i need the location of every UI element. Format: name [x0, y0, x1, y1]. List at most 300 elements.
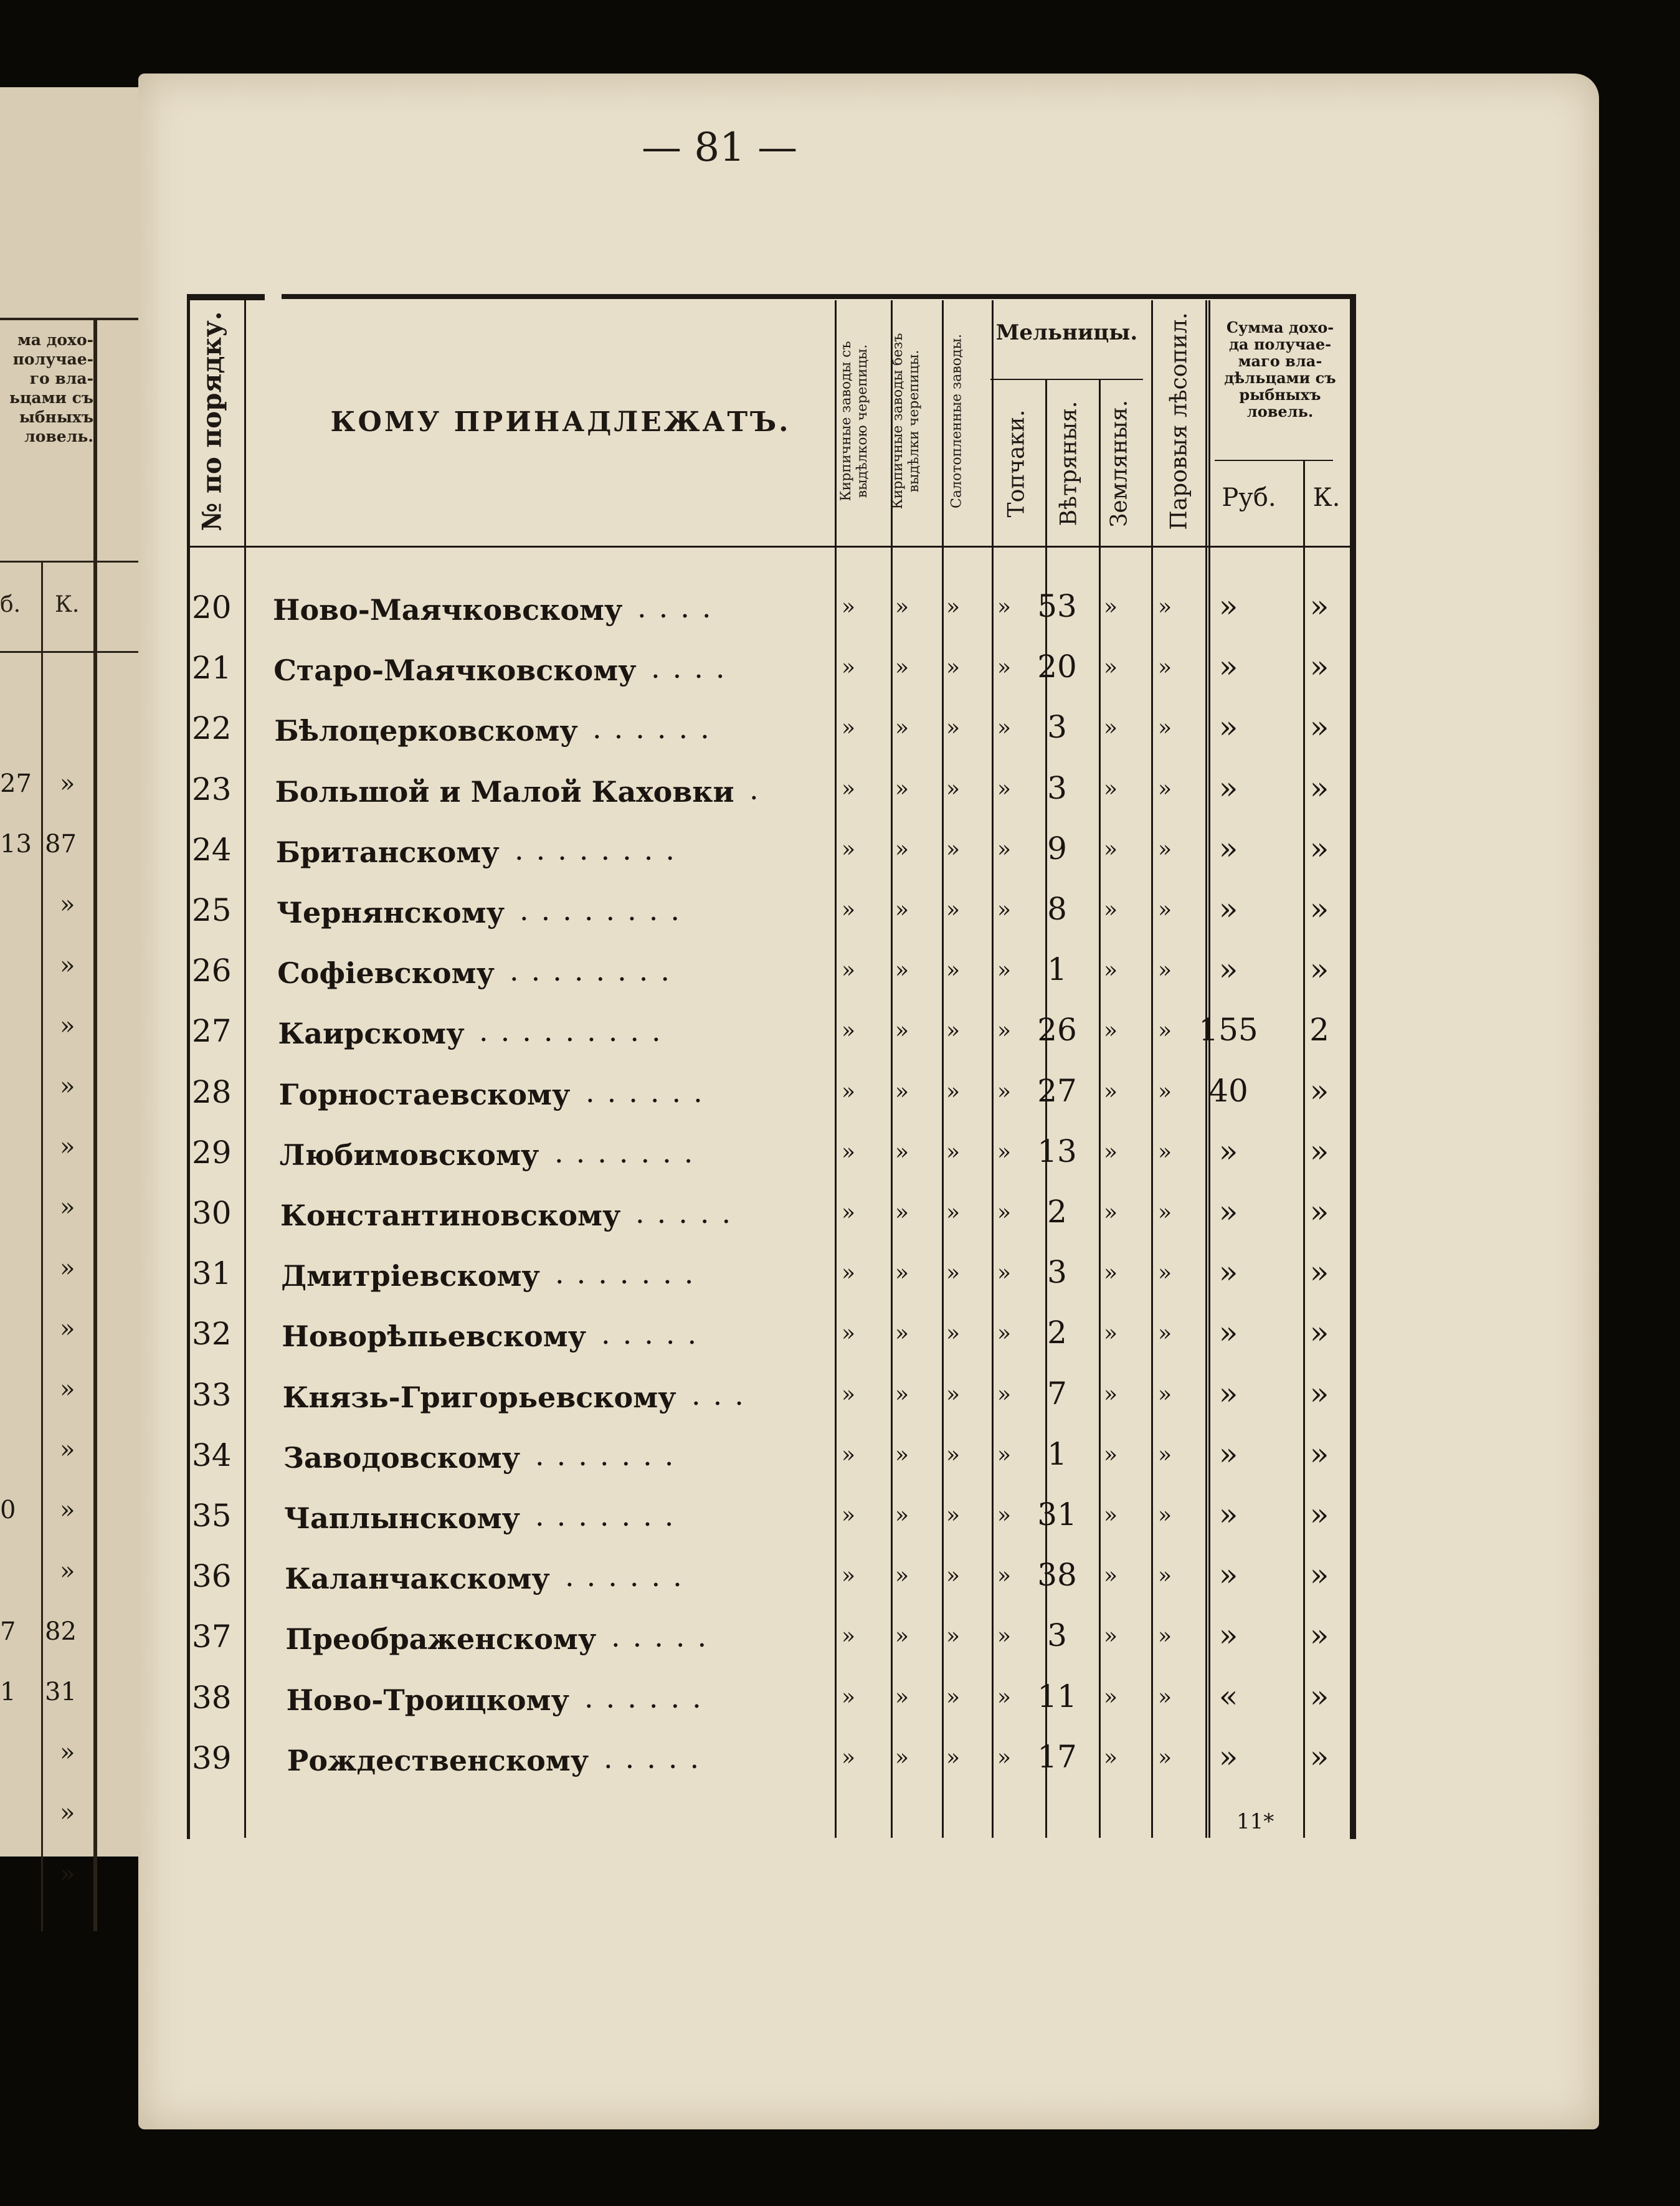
cell-c5: 3 — [1047, 769, 1067, 806]
left-value-kop: » — [60, 1133, 75, 1162]
left-header-line: ьцами съ — [9, 389, 93, 407]
cell-c6: » — [1103, 1018, 1118, 1044]
cell-kop: » — [1309, 1254, 1329, 1291]
cell-c3: » — [946, 958, 961, 984]
column-divider — [992, 300, 994, 1838]
cell-kop: » — [1309, 1496, 1329, 1533]
cell-kop: » — [1309, 1738, 1329, 1775]
cell-rub: » — [1218, 891, 1238, 927]
header-mills-horse: Топчаки. — [1004, 409, 1030, 518]
dot-leader: ...... — [586, 1075, 715, 1109]
cell-c6: » — [1103, 594, 1118, 620]
left-table-border — [93, 318, 97, 1931]
cell-c4: » — [997, 715, 1012, 741]
cell-c3: » — [946, 1442, 961, 1468]
cell-c6: » — [1103, 1321, 1118, 1347]
cell-rub: 155 — [1198, 1012, 1258, 1048]
cell-c6: » — [1103, 1744, 1118, 1771]
cell-c7: » — [1157, 958, 1172, 984]
cell-c6: » — [1103, 1503, 1118, 1528]
cell-c3: » — [946, 1381, 961, 1407]
header-brick-with-tiles: Кирпичные заводы съ выдѣлкою черепицы. — [838, 341, 870, 502]
dot-leader: ..... — [635, 1196, 744, 1230]
cell-c3: » — [946, 776, 961, 802]
cell-c2: » — [895, 1139, 909, 1165]
page-number: — 81 — — [642, 125, 798, 171]
left-value-rub: 0 — [0, 1496, 16, 1525]
cell-c3: » — [946, 1624, 961, 1650]
row-owner-name: Дмитріевскому — [281, 1259, 540, 1293]
cell-rub: » — [1218, 1617, 1238, 1654]
cell-rub: » — [1218, 1315, 1238, 1351]
dot-leader: ..... — [601, 1317, 709, 1351]
left-value-rub: 1 — [0, 1678, 16, 1706]
cell-c2: » — [895, 776, 909, 802]
row-owner-name: Горностаевскому — [278, 1077, 571, 1111]
cell-c3: » — [946, 1018, 961, 1044]
cell-c3: » — [946, 897, 961, 923]
cell-c3: » — [946, 655, 961, 681]
cell-c1: » — [841, 1503, 856, 1528]
cell-c5: 3 — [1047, 1617, 1067, 1654]
cell-c4: » — [997, 1018, 1012, 1044]
left-value-kop: 87 — [45, 830, 77, 859]
row-number: 35 — [192, 1498, 232, 1534]
left-header-line: ловель. — [24, 427, 93, 445]
cell-c3: » — [946, 1078, 961, 1105]
cell-c4: » — [997, 1078, 1012, 1105]
cell-c1: » — [841, 1442, 856, 1468]
cell-kop: » — [1309, 1435, 1329, 1472]
column-divider — [942, 300, 944, 1838]
row-owner-name: Ново-Троицкому — [286, 1683, 569, 1717]
cell-rub: » — [1218, 1496, 1238, 1533]
cell-rub: « — [1218, 1678, 1238, 1714]
cell-c7: » — [1157, 1624, 1172, 1650]
cell-c2: » — [895, 1260, 909, 1286]
cell-c4: » — [997, 1200, 1012, 1225]
left-value-kop: » — [60, 890, 75, 920]
cell-c2: » — [895, 715, 909, 741]
cell-c7: » — [1157, 1139, 1172, 1165]
cell-rub: » — [1218, 588, 1238, 624]
cell-c1: » — [841, 897, 856, 923]
cell-c4: » — [997, 1260, 1012, 1286]
dot-leader: ... — [691, 1377, 756, 1412]
cell-c7: » — [1157, 594, 1172, 620]
dot-leader: ......... — [479, 1014, 673, 1048]
left-value-kop: » — [60, 1375, 75, 1404]
row-number: 26 — [192, 953, 232, 989]
income-header-line: Сумма дохо- — [1226, 318, 1334, 336]
cell-c6: » — [1103, 836, 1118, 862]
cell-c4: » — [997, 1563, 1012, 1589]
row-owner-name: Заводовскому — [283, 1440, 521, 1475]
cell-c4: » — [997, 655, 1012, 681]
row-number: 20 — [192, 589, 232, 625]
cell-rub: » — [1218, 769, 1238, 806]
cell-c1: » — [841, 1078, 856, 1105]
cell-c7: » — [1157, 897, 1172, 923]
dot-leader: ...... — [584, 1680, 714, 1714]
cell-c7: » — [1157, 1018, 1172, 1044]
header-mills-wind: Вѣтряныя. — [1056, 401, 1082, 526]
cell-kop: » — [1309, 891, 1329, 927]
cell-c1: » — [841, 594, 856, 620]
previous-page-fragment — [0, 87, 158, 1888]
row-owner-name: Большой и Малой Каховки — [275, 774, 734, 809]
left-value-kop: » — [60, 1556, 75, 1586]
left-header-line: ыбныхъ — [19, 408, 93, 426]
row-owner-name: Ново-Маячковскому — [273, 593, 623, 627]
cell-c7: » — [1157, 1321, 1172, 1347]
left-value-rub: 7 — [0, 1617, 16, 1646]
cell-c5: 13 — [1037, 1133, 1077, 1169]
cell-c4: » — [997, 897, 1012, 923]
cell-c5: 1 — [1047, 1435, 1067, 1472]
cell-c7: » — [1157, 1503, 1172, 1528]
cell-c2: » — [895, 1684, 909, 1710]
cell-c2: » — [895, 1744, 909, 1771]
left-header-line: го вла- — [29, 369, 93, 387]
cell-c5: 7 — [1047, 1375, 1067, 1412]
header-mills-group: Мельницы. — [995, 320, 1138, 345]
row-number: 29 — [192, 1134, 232, 1171]
left-col-rub: б. — [0, 592, 21, 617]
cell-rub: » — [1218, 1254, 1238, 1291]
left-value-rub: 27 — [0, 769, 32, 798]
dot-leader: .... — [651, 651, 738, 685]
dot-leader: ........ — [510, 954, 682, 988]
cell-c6: » — [1103, 958, 1118, 984]
cell-c4: » — [997, 958, 1012, 984]
cell-c1: » — [841, 1684, 856, 1710]
income-header-line: ловель. — [1246, 402, 1314, 421]
row-number: 24 — [192, 831, 232, 868]
cell-c2: » — [895, 1503, 909, 1528]
left-value-kop: » — [60, 1859, 75, 1888]
row-number: 22 — [192, 710, 232, 747]
cell-c2: » — [895, 1442, 909, 1468]
cell-rub: » — [1218, 709, 1238, 746]
income-header-line: рыбныхъ — [1239, 386, 1321, 404]
header-kop: К. — [1312, 483, 1341, 512]
left-value-kop: » — [60, 1253, 75, 1283]
cell-c6: » — [1103, 776, 1118, 802]
cell-c2: » — [895, 1078, 909, 1105]
row-number: 37 — [192, 1619, 232, 1655]
row-number: 30 — [192, 1195, 232, 1231]
cell-c6: » — [1103, 1684, 1118, 1710]
cell-c6: » — [1103, 1563, 1118, 1589]
cell-c2: » — [895, 1624, 909, 1650]
cell-c6: » — [1103, 655, 1118, 681]
cell-kop: » — [1309, 1194, 1329, 1230]
left-col-kop: К. — [55, 592, 80, 617]
left-value-kop: 31 — [45, 1678, 77, 1706]
left-value-rub: 13 — [0, 830, 32, 859]
cell-c7: » — [1157, 715, 1172, 741]
cell-c1: » — [841, 655, 856, 681]
cell-c5: 17 — [1037, 1738, 1077, 1775]
cell-c5: 27 — [1037, 1072, 1077, 1109]
cell-kop: » — [1309, 588, 1329, 624]
cell-kop: » — [1309, 830, 1329, 867]
row-number: 27 — [192, 1013, 232, 1050]
cell-c3: » — [946, 1139, 961, 1165]
dot-leader: ....... — [555, 1257, 706, 1291]
cell-c2: » — [895, 1321, 909, 1347]
cell-rub: » — [1218, 1194, 1238, 1230]
left-header-rule — [0, 561, 154, 563]
row-number: 32 — [192, 1316, 232, 1353]
dot-leader: ..... — [611, 1620, 719, 1654]
cell-c7: » — [1157, 1744, 1172, 1771]
cell-c7: » — [1157, 1200, 1172, 1225]
cell-c4: » — [997, 776, 1012, 802]
header-sawmill: Паровыя лѣсопил. — [1166, 312, 1192, 530]
cell-c4: » — [997, 836, 1012, 862]
row-owner-name: Каирскому — [278, 1017, 465, 1051]
column-divider — [1205, 300, 1207, 1838]
cell-kop: 2 — [1309, 1012, 1329, 1048]
left-value-kop: » — [60, 769, 75, 798]
header-owner: КОМУ ПРИНАДЛЕЖАТЪ. — [330, 406, 791, 438]
cell-c3: » — [946, 1744, 961, 1771]
row-number: 21 — [192, 650, 232, 687]
cell-c3: » — [946, 1684, 961, 1710]
cell-c6: » — [1103, 1139, 1118, 1165]
row-number: 28 — [192, 1073, 232, 1110]
cell-c7: » — [1157, 1684, 1172, 1710]
cell-c7: » — [1157, 836, 1172, 862]
income-header-line: дѣльцами съ — [1224, 369, 1336, 387]
cell-c2: » — [895, 1381, 909, 1407]
cell-c2: » — [895, 1018, 909, 1044]
cell-c5: 2 — [1047, 1194, 1067, 1230]
cell-rub: » — [1218, 649, 1238, 685]
left-value-kop: » — [60, 1314, 75, 1343]
left-col-divider — [41, 561, 43, 1931]
cell-c6: » — [1103, 1624, 1118, 1650]
income-header-line: да получае- — [1228, 335, 1332, 353]
dot-leader: ........ — [515, 832, 687, 867]
cell-c5: 20 — [1037, 649, 1077, 685]
row-owner-name: Британскому — [275, 835, 500, 869]
cell-c6: » — [1103, 715, 1118, 741]
cell-c7: » — [1157, 1563, 1172, 1589]
mills-group-rule — [990, 379, 1143, 380]
dot-leader: . — [749, 772, 771, 806]
dot-leader: ....... — [535, 1438, 686, 1472]
cell-c2: » — [895, 594, 909, 620]
dot-leader: ....... — [554, 1135, 706, 1169]
cell-kop: » — [1309, 709, 1329, 746]
left-value-kop: » — [60, 1799, 75, 1828]
dot-leader: ....... — [535, 1499, 686, 1533]
cell-c2: » — [895, 897, 909, 923]
cell-rub: » — [1218, 1435, 1238, 1472]
row-owner-name: Князь-Григорьевскому — [282, 1380, 676, 1414]
cell-c1: » — [841, 715, 856, 741]
cell-c7: » — [1157, 1078, 1172, 1105]
income-group-rule — [1215, 460, 1333, 461]
cell-kop: » — [1309, 1678, 1329, 1714]
row-number: 25 — [192, 892, 232, 928]
row-owner-name: Новорѣпьевскому — [282, 1319, 587, 1354]
row-owner-name: Чернянскому — [277, 896, 505, 929]
cell-c2: » — [895, 655, 909, 681]
cell-c1: » — [841, 1321, 856, 1347]
cell-c2: » — [895, 1200, 909, 1225]
cell-c1: » — [841, 1139, 856, 1165]
cell-c5: 38 — [1037, 1557, 1077, 1594]
header-tallow: Салотопленные заводы. — [949, 334, 965, 508]
cell-c5: 1 — [1047, 951, 1067, 988]
cell-c2: » — [895, 836, 909, 862]
cell-c2: » — [895, 1563, 909, 1589]
row-number: 33 — [192, 1376, 232, 1413]
row-number: 34 — [192, 1437, 232, 1473]
cell-kop: » — [1309, 649, 1329, 685]
cell-c5: 8 — [1047, 891, 1067, 927]
row-owner-name: Старо-Маячковскому — [273, 654, 637, 688]
row-owner-name: Софіевскому — [277, 956, 495, 991]
row-owner-name: Чаплынскому — [284, 1501, 521, 1535]
cell-c4: » — [997, 594, 1012, 620]
cell-rub: » — [1218, 951, 1238, 988]
column-divider — [1151, 300, 1153, 1838]
cell-c5: 53 — [1037, 588, 1077, 624]
cell-c4: » — [997, 1744, 1012, 1771]
cell-c7: » — [1157, 776, 1172, 802]
left-top-rule — [0, 318, 154, 320]
cell-c6: » — [1103, 1442, 1118, 1468]
cell-c1: » — [841, 1200, 856, 1225]
table-right-border — [1350, 294, 1356, 1839]
cell-c4: » — [997, 1442, 1012, 1468]
table-top-rule-left — [190, 294, 265, 300]
cell-c1: » — [841, 1260, 856, 1286]
cell-rub: 40 — [1208, 1072, 1248, 1109]
cell-c4: » — [997, 1503, 1012, 1528]
header-rub: Руб. — [1222, 483, 1276, 512]
cell-kop: » — [1309, 1072, 1329, 1109]
left-header-line: ма дохо- — [17, 331, 93, 349]
cell-kop: » — [1309, 1557, 1329, 1594]
dot-leader: ...... — [592, 711, 722, 746]
left-value-kop: » — [60, 1496, 75, 1525]
cell-c6: » — [1103, 897, 1118, 923]
table-top-rule — [282, 294, 1356, 299]
cell-c1: » — [841, 1744, 856, 1771]
row-owner-name: Константиновскому — [280, 1199, 621, 1232]
row-owner-name: Любимовскому — [279, 1138, 539, 1172]
column-divider — [244, 300, 246, 1838]
cell-c1: » — [841, 1563, 856, 1589]
row-number: 31 — [192, 1255, 232, 1292]
dot-leader: ...... — [565, 1559, 695, 1594]
cell-c3: » — [946, 1563, 961, 1589]
cell-c3: » — [946, 1503, 961, 1528]
cell-c5: 31 — [1037, 1496, 1077, 1533]
row-number: 36 — [192, 1558, 232, 1595]
cell-c4: » — [997, 1139, 1012, 1165]
dot-leader: .... — [637, 591, 724, 624]
cell-c3: » — [946, 1200, 961, 1225]
cell-rub: » — [1218, 1133, 1238, 1169]
cell-c5: 26 — [1037, 1012, 1077, 1048]
cell-c1: » — [841, 836, 856, 862]
column-divider — [835, 300, 837, 1838]
cell-rub: » — [1218, 1738, 1238, 1775]
cell-c5: 3 — [1047, 709, 1067, 746]
left-header-line: получае- — [12, 350, 93, 368]
signature-mark: 11* — [1236, 1809, 1274, 1834]
cell-c7: » — [1157, 1381, 1172, 1407]
row-owner-name: Каланчакскому — [285, 1562, 550, 1596]
left-income-header — [0, 330, 93, 446]
cell-c3: » — [946, 836, 961, 862]
cell-c1: » — [841, 1018, 856, 1044]
left-value-kop: » — [60, 951, 75, 980]
cell-c5: 11 — [1037, 1678, 1077, 1714]
cell-c3: » — [946, 594, 961, 620]
left-colhdr-rule — [0, 651, 154, 653]
cell-c1: » — [841, 1381, 856, 1407]
left-value-kop: 82 — [45, 1617, 77, 1646]
left-value-kop: » — [60, 1011, 75, 1040]
cell-c3: » — [946, 1260, 961, 1286]
cell-c4: » — [997, 1684, 1012, 1710]
income-header-line: маго вла- — [1238, 352, 1322, 370]
cell-c6: » — [1103, 1078, 1118, 1105]
cell-c6: » — [1103, 1260, 1118, 1286]
left-value-kop: » — [60, 1435, 75, 1465]
dot-leader: ........ — [520, 893, 692, 927]
row-owner-name: Рождественскому — [287, 1743, 589, 1777]
header-income-group — [1212, 319, 1349, 420]
row-number: 23 — [192, 771, 232, 807]
cell-c6: » — [1103, 1200, 1118, 1225]
cell-c4: » — [997, 1381, 1012, 1407]
cell-kop: » — [1309, 1617, 1329, 1654]
table-left-border — [187, 294, 190, 1839]
cell-rub: » — [1218, 1375, 1238, 1412]
row-owner-name: Бѣлоцерковскому — [274, 714, 578, 748]
cell-c3: » — [946, 1321, 961, 1347]
cell-c7: » — [1157, 1442, 1172, 1468]
cell-c2: » — [895, 958, 909, 984]
cell-rub: » — [1218, 1557, 1238, 1594]
header-brick-without-tiles: Кирпичные заводы безъ выдѣлки черепицы. — [890, 333, 922, 510]
cell-c4: » — [997, 1624, 1012, 1650]
cell-kop: » — [1309, 1375, 1329, 1412]
cell-kop: » — [1309, 1315, 1329, 1351]
cell-c7: » — [1157, 655, 1172, 681]
header-bottom-rule — [187, 546, 1356, 548]
cell-rub: » — [1218, 830, 1238, 867]
cell-kop: » — [1309, 769, 1329, 806]
cell-c6: » — [1103, 1381, 1118, 1407]
cell-c5: 2 — [1047, 1315, 1067, 1351]
cell-c5: 3 — [1047, 1254, 1067, 1291]
row-number: 39 — [192, 1739, 232, 1776]
header-number: № по порядку. — [196, 311, 227, 531]
column-divider — [1208, 300, 1210, 1838]
cell-kop: » — [1309, 951, 1329, 988]
cell-c3: » — [946, 715, 961, 741]
